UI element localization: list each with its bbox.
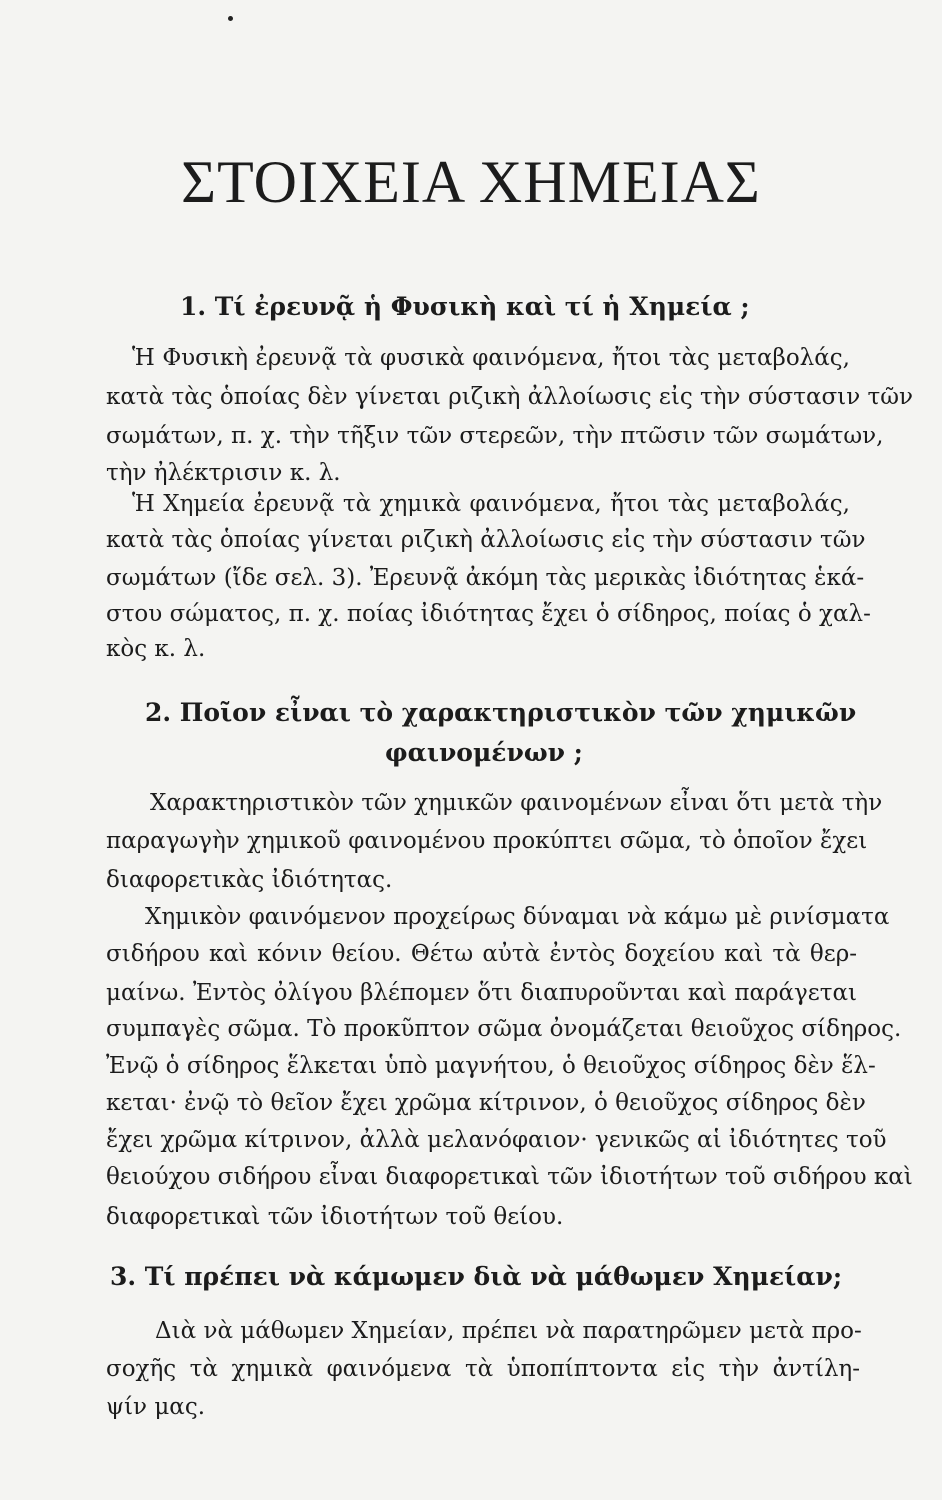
section2-line: παραγωγὴν χημικοῦ φαινομένου προκύπτει σῶμα, τὸ ὁποῖον ἔχει (106, 828, 868, 854)
section2-line: σιδήρου καὶ κόνιν θείου. Θέτω αὐτὰ ἐντὸς δοχείου καὶ τὰ θερ- (106, 941, 857, 967)
section3-line: ψίν μας. (106, 1394, 206, 1420)
section1-line: κατὰ τὰς ὁποίας δὲν γίνεται ριζικὴ ἀλλοίωσις εἰς τὴν σύστασιν τῶν (106, 384, 913, 410)
section2-line: θειούχου σιδήρου εἶναι διαφορετικαὶ τῶν ἰδιοτήτων τοῦ σιδήρου καὶ (106, 1164, 913, 1190)
section1-line: Ἡ Φυσικὴ ἐρευνᾷ τὰ φυσικὰ φαινόμενα, ἤτοι τὰς μεταβολάς, (132, 345, 850, 371)
section2-line: κεται· ἐνῷ τὸ θεῖον ἔχει χρῶμα κίτρινον, ὁ θειοῦχος σίδηρος δὲν (106, 1090, 866, 1116)
section2-line: Χημικὸν φαινόμενον προχείρως δύναμαι νὰ κάμω μὲ ρινίσματα (145, 904, 890, 930)
section2-line: Ἐνῷ ὁ σίδηρος ἕλκεται ὑπὸ μαγνήτου, ὁ θειοῦχος σίδηρος δὲν ἕλ- (106, 1053, 876, 1079)
section1-line: κὸς κ. λ. (106, 636, 206, 662)
section1-line: κατὰ τὰς ὁποίας γίνεται ριζικὴ ἀλλοίωσις εἰς τὴν σύστασιν τῶν (106, 527, 866, 553)
section3-line: σοχῆς τὰ χημικὰ φαινόμενα τὰ ὑποπίπτοντα εἰς τὴν ἀντίλη- (106, 1356, 860, 1382)
section2-heading-cont: φαινομένων ; (385, 738, 583, 767)
section1-line: στου σώματος, π. χ. ποίας ἰδιότητας ἔχει ὁ σίδηρος, ποίας ὁ χαλ- (106, 601, 871, 627)
section2-line: ἔχει χρῶμα κίτρινον, ἀλλὰ μελανόφαιον· γενικῶς αἱ ἰδιότητες τοῦ (106, 1127, 887, 1153)
section1-heading: 1. Τί ἐρευνᾷ ἡ Φυσικὴ καὶ τί ἡ Χημεία ; (180, 292, 750, 321)
section3-line: Διὰ νὰ μάθωμεν Χημείαν, πρέπει νὰ παρατηρῶμεν μετὰ προ- (155, 1318, 862, 1344)
section2-line: μαίνω. Ἐντὸς ὀλίγου βλέπομεν ὅτι διαπυροῦνται καὶ παράγεται (106, 980, 857, 1006)
section1-line: σωμάτων (ἴδε σελ. 3). Ἐρευνᾷ ἀκόμη τὰς μερικὰς ἰδιότητας ἑκά- (106, 565, 865, 591)
section2-line: διαφορετικαὶ τῶν ἰδιοτήτων τοῦ θείου. (106, 1204, 564, 1230)
page-title: ΣΤΟΙΧΕΙΑ ΧΗΜΕΙΑΣ (181, 149, 761, 215)
section3-heading: 3. Τί πρέπει νὰ κάμωμεν διὰ νὰ μάθωμεν Χημείαν; (110, 1262, 843, 1291)
section1-line: Ἡ Χημεία ἐρευνᾷ τὰ χημικὰ φαινόμενα, ἤτοι τὰς μεταβολάς, (132, 491, 850, 517)
section2-line: Χαρακτηριστικὸν τῶν χημικῶν φαινομένων εἶναι ὅτι μετὰ τὴν (150, 790, 883, 816)
section1-line: σωμάτων, π. χ. τὴν τῆξιν τῶν στερεῶν, τὴν πτῶσιν τῶν σωμάτων, (106, 423, 884, 449)
section2-line: διαφορετικὰς ἰδιότητας. (106, 867, 393, 893)
section2-line: συμπαγὲς σῶμα. Τὸ προκῦπτον σῶμα ὀνομάζεται θειοῦχος σίδηρος. (106, 1016, 902, 1042)
section1-line: τὴν ἠλέκτρισιν κ. λ. (106, 460, 341, 486)
section2-heading: 2. Ποῖον εἶναι τὸ χαρακτηριστικὸν τῶν χημικῶν (145, 698, 857, 727)
print-speck (228, 16, 233, 21)
